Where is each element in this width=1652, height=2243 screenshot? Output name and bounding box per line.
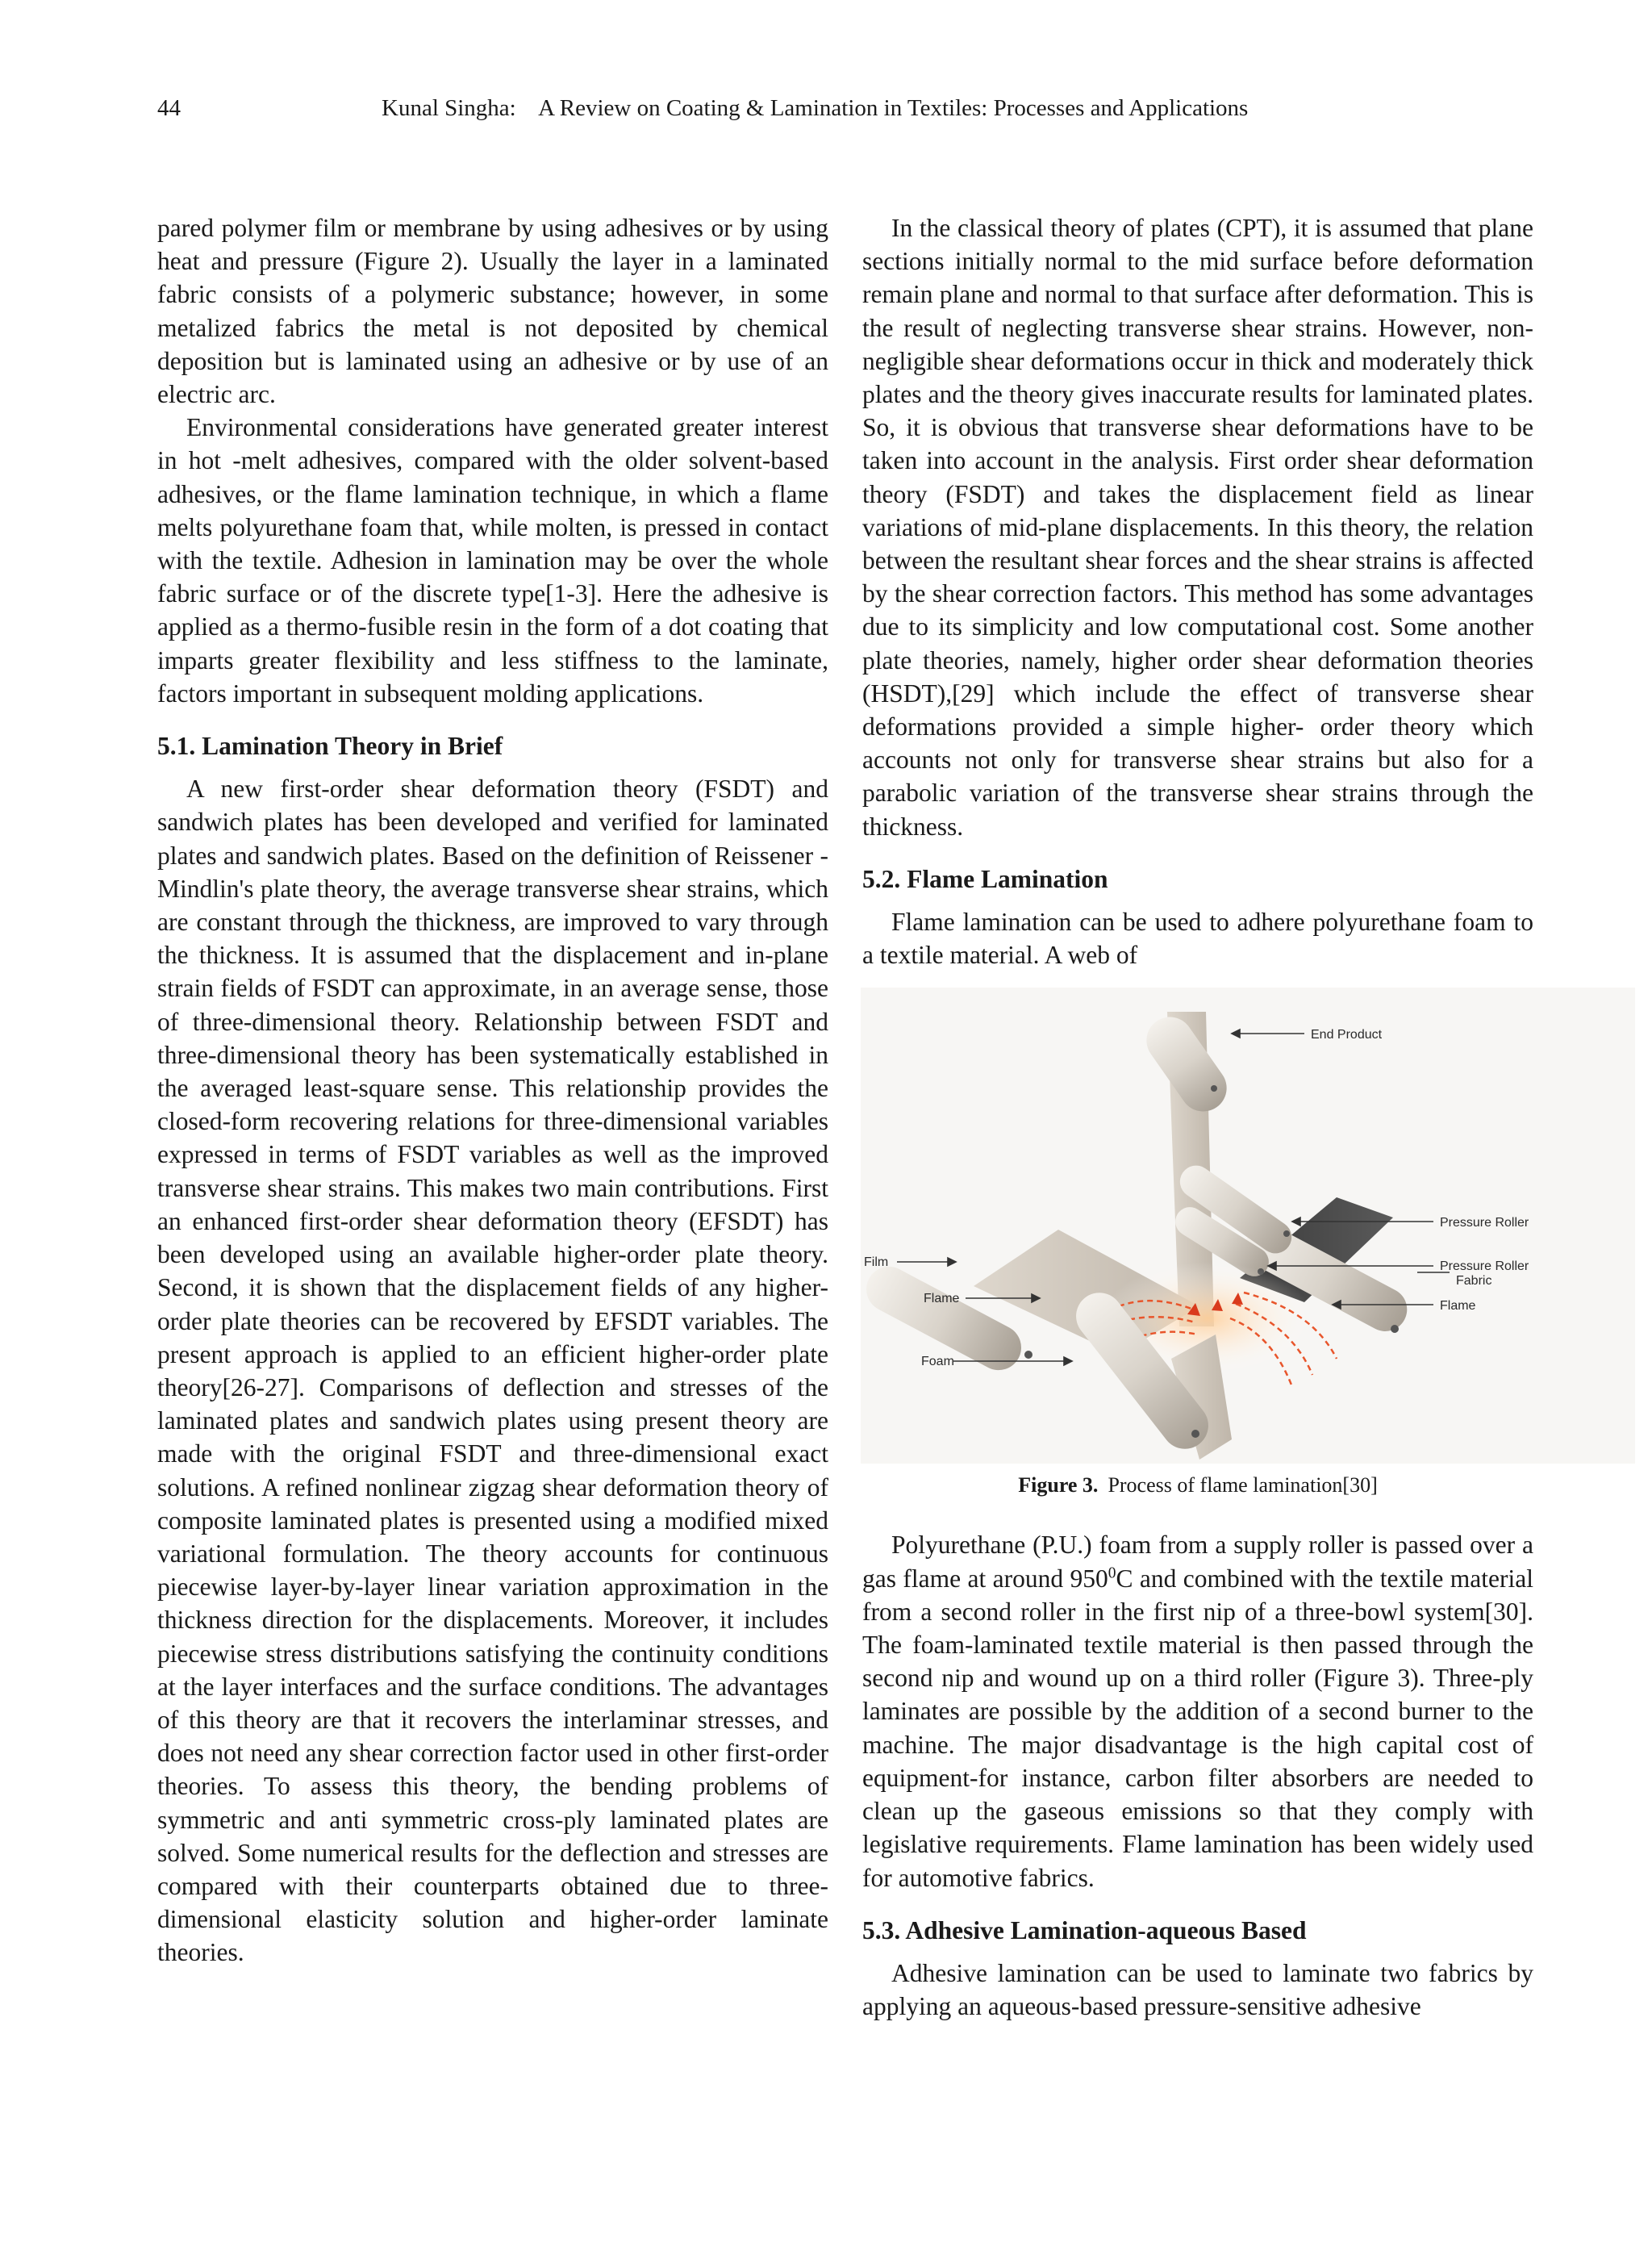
left-column — [157, 211, 828, 1969]
figure-caption — [862, 1472, 1533, 1499]
paragraph: Environmental considerations have generated greater interest in hot -melt adhesives, compared with the older solvent-based adhesives, or the flame lamination technique, in which a flame melts polyurethane foam that, while molten, is pressed in contact with the textile. Adhesion in lamination may be over the whole fabric surface or of the discrete type[1-3]. Here the adhesive is applied as a thermo-fusible resin in the form of a dot coating that imparts greater flexibility and less stiffness to the laminate, factors important in subsequent molding applications. — [157, 413, 828, 708]
label-foam: Foam — [921, 1355, 954, 1369]
flame-lamination-diagram — [853, 988, 1635, 1464]
paragraph: pared polymer film or membrane by using adhesives or by using heat and pressure (Figure 2). Usually the layer in a laminated fabric consists of a polymeric substance; however, in some metalized fabrics the metal is not deposited by chemical deposition but is laminated using an adhesive or by use of an electric arc. — [157, 214, 828, 409]
label-pressure-roller: Pressure Roller — [1440, 1259, 1529, 1274]
label-film: Film — [864, 1255, 889, 1270]
label-flame: Flame — [924, 1292, 960, 1306]
running-title: Kunal Singha: A Review on Coating & Lamination in Textiles: Processes and Applications — [382, 95, 1249, 121]
paragraph: Polyurethane (P.U.) foam from a supply roller is passed over a gas flame at around $950^0C$ and combined with the textile material from a second roller in the first nip of a three-bowl system[30]. The foam-laminated textile material is then passed through the second nip and wound up on a third roller (Figure 3). Three-ply laminates are possible by the addition of a second burner to the machine. The major disadvantage is the high capital cost of equipment-for instance, carbon filter absorbers are needed to clean up the gaseous emissions so that they comply with legislative requirements. Flame lamination has been widely used for automotive fabrics. — [862, 1531, 1533, 1892]
section-heading: 5.1. Lamination Theory in Brief — [157, 732, 503, 761]
section-heading: 5.2. Flame Lamination — [862, 864, 1108, 893]
caption-label: Figure 3. — [1018, 1473, 1099, 1497]
label-fabric: Fabric — [1456, 1274, 1492, 1289]
caption-text: Process of flame lamination[30] — [1108, 1473, 1378, 1497]
figure-3 — [862, 988, 1652, 1499]
paragraph: In the classical theory of plates (CPT), it is assumed that plane sections initially normal to the mid surface before deformation remain plane and normal to that surface after deformation. This is the result of neglecting transverse shear strains. However, non-negligible shear deformations occur in thick and moderately thick plates and the theory gives inaccurate results for laminated plates. So, it is obvious that transverse shear deformations have to be taken into account in the analysis. First order shear deformation theory (FSDT) and takes the displacement field as linear variations of mid-plane displacements. In this theory, the relation between the resultant shear forces and the shear strains is affected by the shear correction factors. This method has some advantages due to its simplicity and low computational cost. Some another plate theories, namely, higher order shear deformation theories (HSDT),[29] which include the effect of transverse shear deformations provided a simple higher- order theory which accounts not only for transverse shear strains but also for a parabolic variation of the transverse shear strains through the thickness. — [862, 214, 1533, 841]
section-heading: 5.3. Adhesive Lamination-aqueous Based — [862, 1915, 1307, 1944]
paragraph: Adhesive lamination can be used to laminate two fabrics by applying an aqueous-based pressure-sensitive adhesive — [862, 1958, 1533, 2021]
label-flame: Flame — [1440, 1299, 1476, 1314]
right-column — [862, 211, 1533, 2023]
paragraph: Flame lamination can be used to adhere polyurethane foam to a textile material. A web of — [862, 908, 1533, 970]
page-number: 44 — [157, 95, 181, 121]
paragraph: A new first-order shear deformation theory (FSDT) and sandwich plates has been developed and verified for laminated plates and sandwich plates. Based on the definition of Reissener - Mindlin's plate theory, the average transverse shear strains, which are constant through the thickness, are improved to vary through the thickness. It is assumed that the displacement and in-plane strain fields of FSDT can approximate, in an average sense, those of three-dimensional theory. Relationship between FSDT and three-dimensional theory has been systematically established in the averaged least-square sense. This relationship provides the closed-form recovering relations for three-dimensional variables expressed in terms of FSDT variables as well as the improved transverse shear strains. This makes two main contributions. First an enhanced first-order shear deformation theory (EFSDT) has been developed using an available higher-order plate theory. Second, it is shown that the displacement fields of any higher-order plate theories can be recovered by EFSDT variables. The present approach is applied to an efficient higher-order plate theory[26-27]. Comparisons of deflection and stresses of the laminated plates and sandwich plates using present theory are made with the original FSDT and three-dimensional exact solutions. A refined nonlinear zigzag shear deformation theory of composite laminated plates is presented using a modified mixed variational formulation. The theory accounts for continuous piecewise layer-by-layer linear variation approximation in the thickness direction for the displacements. Moreover, it includes piecewise stress distributions satisfying the continuity conditions at the layer interfaces and the surface conditions. The advantages of this theory are that it recovers the interlaminar stresses, and does not need any shear correction factor used in other first-order theories. To assess this theory, the bending problems of symmetric and anti symmetric cross-ply laminated plates are solved. Some numerical results for the deflection and stresses are compared with their counterparts obtained due to three- dimensional elasticity solution and higher-order laminate theories. — [157, 775, 828, 1967]
page-header — [157, 95, 1529, 131]
label-pressure-roller: Pressure Roller — [1440, 1216, 1529, 1230]
label-end-product: End Product — [1311, 1028, 1383, 1042]
